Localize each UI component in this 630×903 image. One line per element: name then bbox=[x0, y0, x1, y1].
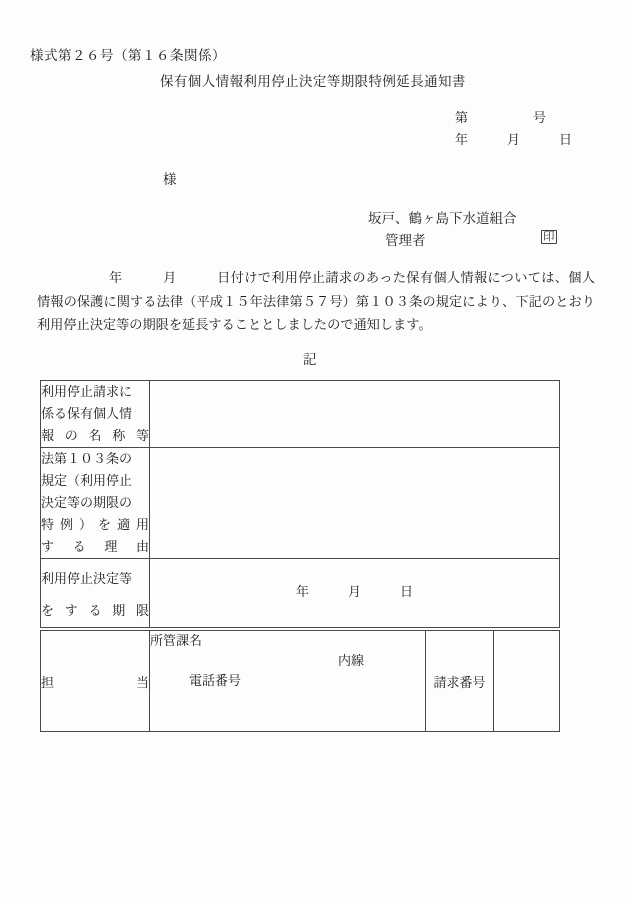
request-number-value[interactable] bbox=[494, 631, 560, 732]
request-number-label: 請求番号 bbox=[426, 631, 494, 732]
table-row bbox=[41, 559, 560, 628]
table-row bbox=[41, 448, 560, 559]
row-value-deadline[interactable] bbox=[150, 559, 560, 628]
seal-stamp-icon: 印 bbox=[543, 231, 555, 243]
label-line: 決定等の期限の bbox=[41, 495, 133, 510]
row-value-information-name[interactable] bbox=[150, 381, 560, 448]
footer-contact-table bbox=[40, 630, 560, 732]
addressee-honorific: 様 bbox=[163, 172, 177, 187]
body-paragraph: 年 月 日付けで利用停止請求のあった保有個人情報については、個人情報の保護に関する法律（平成１５年法律第５７号）第１０３条の規定により、下記のとおり利用停止決定等の期限を延長することとしましたので通知します。 bbox=[37, 270, 595, 332]
table-row bbox=[41, 631, 560, 732]
row-value-reason[interactable] bbox=[150, 448, 560, 559]
label-line: 特例）を適用 bbox=[41, 517, 149, 532]
department-name-label: 所管課名 bbox=[150, 633, 203, 648]
label-line: する理由 bbox=[41, 539, 149, 554]
document-title: 保有個人情報利用停止決定等期限特例延長通知書 bbox=[160, 74, 466, 89]
charge-label: 担当 bbox=[41, 631, 150, 732]
document-number-line: 第 号 bbox=[455, 110, 547, 125]
extension-label: 内線 bbox=[338, 653, 365, 668]
issuer-role: 管理者 bbox=[385, 233, 426, 248]
main-form-table bbox=[40, 380, 560, 628]
telephone-row bbox=[150, 651, 425, 731]
document-date-line: 年 月 日 bbox=[455, 132, 573, 147]
deadline-date-line: 年 月 日 bbox=[295, 584, 413, 599]
label-line: 利用停止決定等 bbox=[41, 571, 133, 586]
label-line: 係る保有個人情 bbox=[41, 406, 133, 421]
row-label-reason bbox=[41, 448, 150, 559]
label-line: をする期限 bbox=[41, 603, 149, 618]
issuer-organization: 坂戸、鶴ヶ島下水道組合 bbox=[368, 211, 517, 226]
ki-heading: 記 bbox=[303, 352, 317, 367]
telephone-label: 電話番号 bbox=[189, 673, 242, 688]
label-line: 法第１０３条の bbox=[41, 451, 133, 466]
label-line: 規定（利用停止 bbox=[41, 473, 133, 488]
document-meta bbox=[455, 107, 572, 151]
label-line: 利用停止請求に bbox=[41, 384, 133, 399]
row-label-deadline bbox=[41, 559, 150, 628]
table-row bbox=[41, 381, 560, 448]
form-number: 様式第２６号（第１６条関係） bbox=[30, 48, 226, 63]
department-contact-cell[interactable] bbox=[150, 631, 426, 732]
label-line: 報の名称等 bbox=[41, 428, 149, 443]
row-label-information-name bbox=[41, 381, 150, 448]
